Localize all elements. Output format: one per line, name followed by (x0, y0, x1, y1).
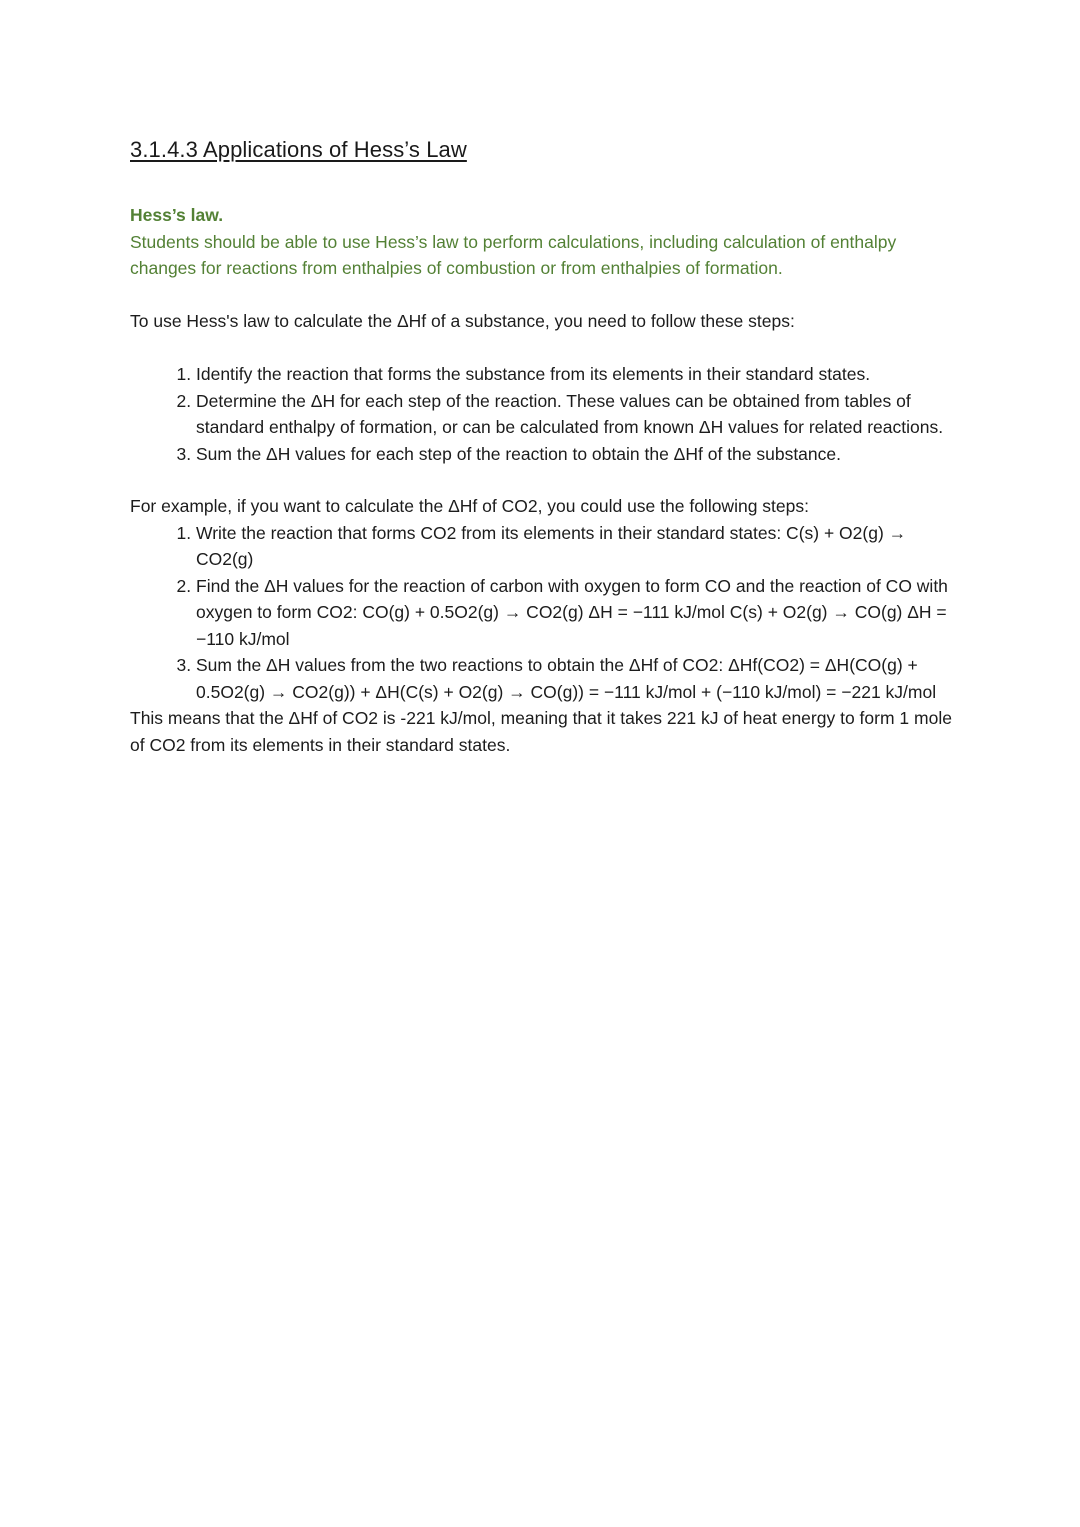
intro-paragraph: To use Hess's law to calculate the ΔHf of a substance, you need to follow these steps: (130, 310, 795, 331)
list-item: 2. Find the ΔH values for the reaction of carbon with oxygen to form CO and the reaction of CO with oxygen to form CO2: CO(g) + 0.5O2(g) → CO2(g) ΔH = −111 kJ/mol C(s) + O2(g) → CO(g) ΔH = −110 kJ/mol (196, 573, 960, 653)
list-item: 1. Write the reaction that forms CO2 from its elements in their standard states: C(s) + O2(g) → CO2(g) (196, 520, 960, 573)
page-title: 3.1.4.3 Applications of Hess’s Law (130, 137, 467, 162)
example-steps-list (130, 520, 960, 706)
list-item: 2. Determine the ΔH for each step of the reaction. These values can be obtained from tables of standard enthalpy of formation, or can be calculated from known ΔH values for related reactions. (196, 388, 960, 441)
spec-body-paragraph: Students should be able to use Hess’s law to perform calculations, including calculation of enthalpy changes for reactions from enthalpies of combustion or from enthalpies of formation. (130, 231, 897, 278)
list-item: 1. Identify the reaction that forms the substance from its elements in their standard states. (196, 361, 960, 388)
document-content (130, 136, 960, 758)
conclusion-paragraph: This means that the ΔHf of CO2 is -221 kJ/mol, meaning that it takes 221 kJ of heat energy to form 1 mole of CO2 from its elements in their standard states. (130, 708, 952, 755)
list-item: 3. Sum the ΔH values for each step of the reaction to obtain the ΔHf of the substance. (196, 441, 960, 468)
list-item: 3. Sum the ΔH values from the two reactions to obtain the ΔHf of CO2: ΔHf(CO2) = ΔH(CO(g) + 0.5O2(g) → CO2(g)) + ΔH(C(s) + O2(g) → CO(g)) = −111 kJ/mol + (−110 kJ/mol) = −221 kJ/mol (196, 652, 960, 705)
hess-law-steps-list (130, 361, 960, 467)
spec-heading: Hess’s law. (130, 205, 224, 225)
example-intro-paragraph: For example, if you want to calculate the ΔHf of CO2, you could use the following steps: (130, 496, 809, 516)
